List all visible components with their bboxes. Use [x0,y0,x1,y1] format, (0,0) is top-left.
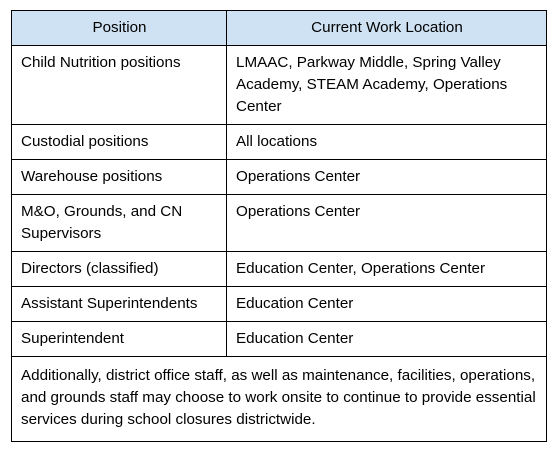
table-row [12,252,547,287]
header-current-work-location: Current Work Location [227,11,547,46]
location-cell: Education Center, Operations Center [227,252,547,287]
location-cell: Operations Center [227,195,547,252]
position-cell: Child Nutrition positions [12,46,227,125]
position-cell: Warehouse positions [12,160,227,195]
table-row [12,160,547,195]
location-cell: LMAAC, Parkway Middle, Spring Valley Academy, STEAM Academy, Operations Center [227,46,547,125]
note-cell: Additionally, district office staff, as well as maintenance, facilities, operations, and grounds staff may choose to work onsite to continue to provide essential services during school closures districtwide. [12,357,547,442]
table-row [12,322,547,357]
position-cell: Directors (classified) [12,252,227,287]
note-row [12,357,547,442]
location-cell: Operations Center [227,160,547,195]
header-position: Position [12,11,227,46]
position-cell: Assistant Superintendents [12,287,227,322]
location-cell: Education Center [227,287,547,322]
table-row [12,46,547,125]
table-header-row [12,11,547,46]
table-row [12,195,547,252]
position-cell: Custodial positions [12,125,227,160]
work-location-table [11,10,547,442]
location-cell: Education Center [227,322,547,357]
table-row [12,125,547,160]
location-cell: All locations [227,125,547,160]
position-cell: Superintendent [12,322,227,357]
table-row [12,287,547,322]
position-cell: M&O, Grounds, and CN Supervisors [12,195,227,252]
